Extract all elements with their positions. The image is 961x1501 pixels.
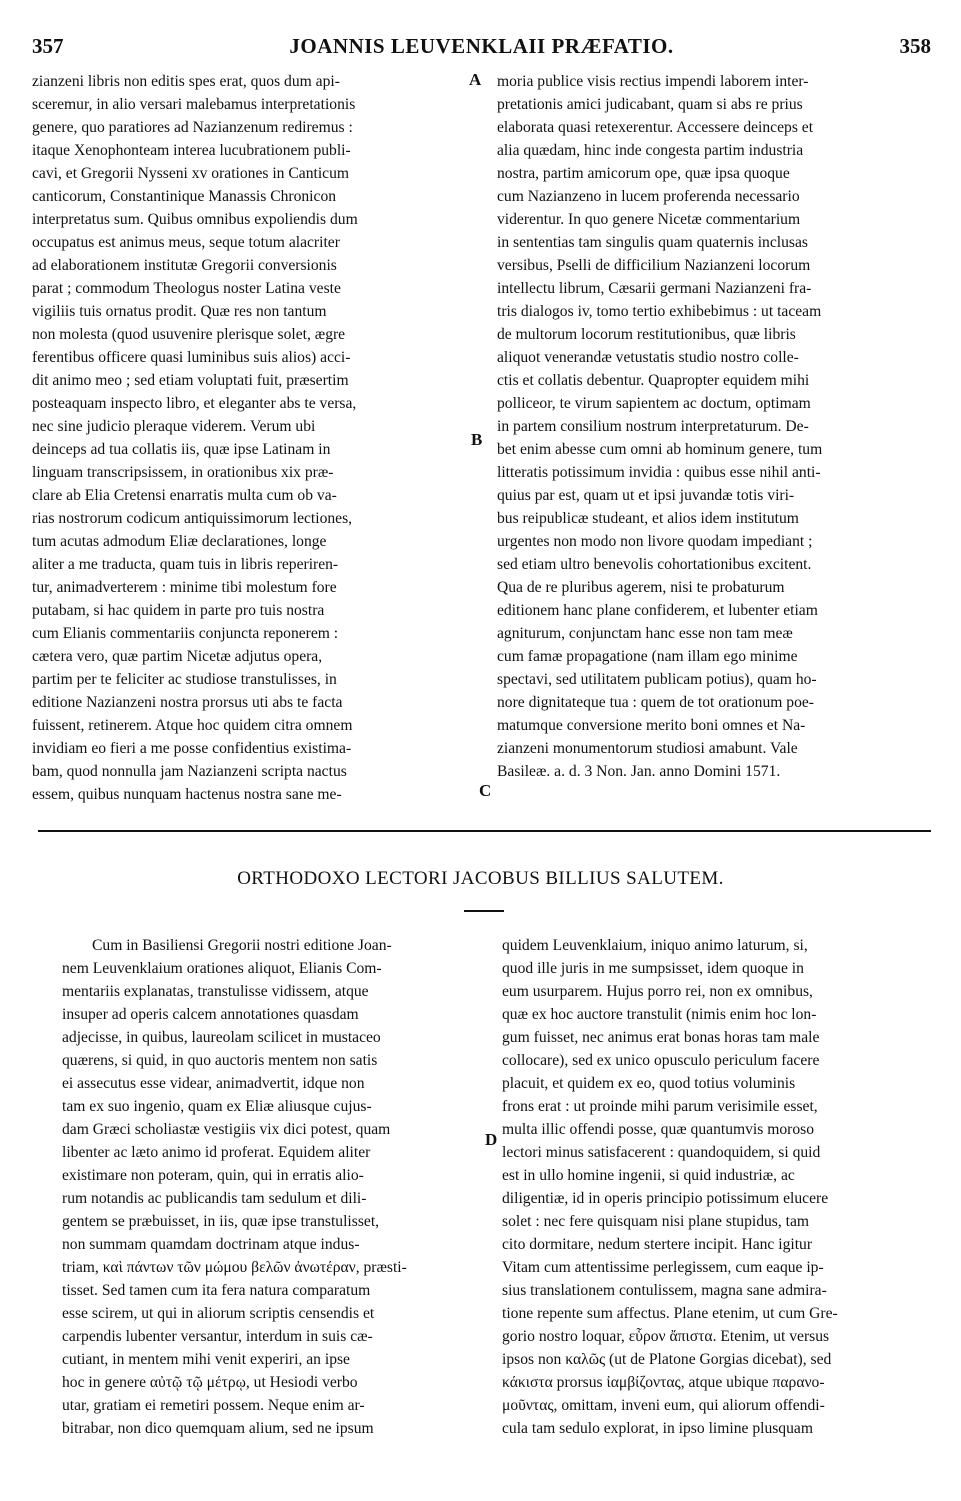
text-line: vigiliis tuis ornatus prodit. Quæ res non tantum (32, 303, 327, 320)
text-line: gorio nostro loquar, εὗρον ἄπιστα. Etenim, ut versus (502, 1328, 830, 1345)
text-line: Vitam cum attentissime perlegissem, cum eaque ip- (502, 1259, 824, 1276)
text-line: placuit, et quidem ex eo, quod totius voluminis (502, 1075, 796, 1092)
text-line: cito dormitare, nedum stertere incipit. Hanc igitur (502, 1236, 813, 1253)
text-line: non molesta (quod usuvenire plerisque solet, ægre (32, 326, 346, 343)
text-line: utar, gratiam ei remetiri possem. Neque enim ar- (62, 1397, 365, 1414)
text-line: agniturum, conjunctam hanc esse non tam meæ (497, 625, 793, 642)
column-b-text (497, 70, 923, 783)
text-line: cavi, et Gregorii Nysseni xv orationes in Canticum (32, 165, 349, 182)
text-line: editionem hanc plane confiderem, et lubenter etiam (497, 602, 818, 619)
text-line: nem Leuvenklaium orationes aliquot, Elianis Com- (62, 960, 382, 977)
text-line: parat ; commodum Theologus noster Latina veste (32, 280, 341, 297)
text-line: sius translationem contulissem, magna sane admira- (502, 1282, 827, 1299)
text-line: gentem se præbuisset, in iis, quæ ipse transtulisset, (62, 1213, 380, 1230)
text-line: itaque Xenophonteam interea lucubrationem publi- (32, 142, 351, 159)
text-line: interpretatus sum. Quibus omnibus expoliendis dum (32, 211, 358, 228)
text-line: quidem Leuvenklaium, iniquo animo laturum, si, (502, 937, 808, 954)
text-line: ctis et collatis debentur. Quapropter equidem mihi (497, 372, 810, 389)
text-line: tum acutas admodum Eliæ declarationes, longe (32, 533, 327, 550)
text-line: moria publice visis rectius impendi laborem inter- (497, 73, 809, 90)
column-c-text (62, 934, 483, 1440)
text-line: adjecisse, in quibus, laureolam scilicet in mustaceo (62, 1029, 381, 1046)
text-line: non summam quamdam doctrinam atque indus- (62, 1236, 360, 1253)
text-line: libenter ac læto animo id proferat. Equidem aliter (62, 1144, 371, 1161)
text-line: esse scirem, ut qui in aliorum scriptis censendis et (62, 1305, 375, 1322)
text-line: intellectu librum, Cæsarii germani Nazianzeni fra- (497, 280, 812, 297)
text-line: dit animo meo ; sed etiam voluptati fuit, præsertim (32, 372, 349, 389)
text-line: urgentes non modo non livore quodam impediant ; (497, 533, 813, 550)
text-line: putabam, si hac quidem in parte pro tuis nostra (32, 602, 325, 619)
margin-marker-b: B (471, 430, 483, 449)
text-line: μοῦντας, omittam, inveni eum, qui aliorum offendi- (502, 1397, 825, 1414)
text-line: alia quædam, hinc inde congesta partim industria (497, 142, 804, 159)
title-underline (464, 910, 504, 912)
text-line: in sententias tam singulis quam quaternis inclusas (497, 234, 808, 251)
text-line: versibus, Pselli de difficilium Nazianzeni locorum (497, 257, 811, 274)
text-line: quius par est, quam ut et ipsi juvandæ totis viri- (497, 487, 795, 504)
text-line: insuper ad operis calcem annotationes quasdam (62, 1006, 359, 1023)
text-line: cutiant, in mentem mihi venit experiri, an ipse (62, 1351, 350, 1368)
text-line: polliceor, te virum sapientem ac doctum, optimam (497, 395, 811, 412)
text-line: quæ ex hoc auctore transtulit (nimis enim hoc lon- (502, 1006, 817, 1023)
text-line: Basileæ. a. d. 3 Non. Jan. anno Domini 1571. (497, 763, 781, 780)
text-line: collocare), sed ex unico opusculo periculum facere (502, 1052, 820, 1069)
text-line: quod ille juris in me sumpsisset, idem quoque in (502, 960, 804, 977)
text-line: in partem consilium nostrum interpretaturum. De- (497, 418, 809, 435)
text-line: multa illic offendi posse, quæ quantumvis moroso (502, 1121, 814, 1138)
text-line: matumque conversione merito boni omnes et Na- (497, 717, 806, 734)
text-line: ferentibus officere quasi luminibus suis alios) acci- (32, 349, 351, 366)
text-line: Qua de re pluribus agerem, nisi te probaturum (497, 579, 785, 596)
text-line: cætera vero, quæ partim Nicetæ adjutus opera, (32, 648, 323, 665)
text-line: cum Nazianzeno in lucem proferenda necessario (497, 188, 800, 205)
text-line: clare ab Elia Cretensi enarratis multa cum ob va- (32, 487, 337, 504)
text-line: de multorum locorum restitutionibus, quæ libris (497, 326, 796, 343)
text-line: posteaquam inspecto libro, et eleganter abs te versa, (32, 395, 357, 412)
text-line: triam, καὶ πάντων τῶν μώμου βελῶν ἀνωτέραν, præsti- (62, 1259, 407, 1276)
text-line: sceremur, in alio versari malebamus interpretationis (32, 96, 356, 113)
text-line: canticorum, Constantinique Manassis Chronicon (32, 188, 337, 205)
text-line: tione repente sum affectus. Plane etenim, ut cum Gre- (502, 1305, 838, 1322)
text-line: sed etiam ultro benevolis cohortationibus excitent. (497, 556, 812, 573)
section-divider (38, 830, 931, 832)
text-line: aliter a me traducta, quam tuis in libris reperiren- (32, 556, 339, 573)
text-line: zianzeni libris non editis spes erat, quos dum api- (32, 73, 340, 90)
text-line: quærens, si quid, in quo auctoris mentem non satis (62, 1052, 378, 1069)
text-line: nore dignitateque tua : quem de tot orationum poe- (497, 694, 814, 711)
text-line: est in ullo homine ingenii, si quid industriæ, ac (502, 1167, 795, 1184)
page-number-right: 358 (899, 34, 931, 58)
text-line: gum fuisset, nec animus erat bonas horas tam male (502, 1029, 820, 1046)
page-number-left: 357 (32, 34, 64, 58)
section-title: ORTHODOXO LECTORI JACOBUS BILLIUS SALUTEM. (237, 868, 724, 889)
margin-marker-c: C (479, 781, 492, 800)
text-line: partim per te feliciter ac studiose transtulisses, in (32, 671, 337, 688)
text-line: tur, animadverterem : minime tibi molestum fore (32, 579, 337, 596)
text-line: solet : nec fere quisquam nisi plane stupidus, tam (502, 1213, 810, 1230)
text-line: lectori minus satisfacerent : quandoquidem, si quid (502, 1144, 821, 1161)
text-line: genere, quo paratiores ad Nazianzenum rediremus : (32, 119, 353, 136)
text-line: diligentiæ, id in operis principio potissimum elucere (502, 1190, 829, 1207)
text-line: tisset. Sed tamen cum ita fera natura comparatum (62, 1282, 371, 1299)
text-line: hoc in genere αὐτῷ τῷ μέτρῳ, ut Hesiodi verbo (62, 1374, 358, 1391)
text-line: aliquot venerandæ vetustatis studio nostro colle- (497, 349, 799, 366)
text-line: cum famæ propagatione (nam illam ego minime (497, 648, 798, 665)
text-line: bitrabar, non dico quemquam alium, sed ne ipsum (62, 1420, 374, 1437)
text-line: cula tam sedulo explorat, in ipso limine plusquam (502, 1420, 813, 1437)
text-line: existimare non poteram, quin, qui in erratis alio- (62, 1167, 364, 1184)
text-line: cum Elianis commentariis conjuncta reponerem : (32, 625, 339, 642)
text-line: litteratis potissimum invidia : quibus esse nihil anti- (497, 464, 821, 481)
text-line: elaborata quasi retexerentur. Accessere deinceps et (497, 119, 814, 136)
text-line: eum usurparem. Hujus porro rei, non ex omnibus, (502, 983, 813, 1000)
text-line: bet enim abesse cum omni ab hominum genere, tum (497, 441, 823, 458)
text-line: pretationis amici judicabant, quam si abs re prius (497, 96, 803, 113)
text-line: occupatus est animus meus, seque totum alacriter (32, 234, 340, 251)
text-line: viderentur. In quo genere Nicetæ commentarium (497, 211, 801, 228)
text-line: κάκιστα prorsus ἰαμβίζοντας, atque ubique παρανο- (502, 1374, 825, 1391)
text-line: nec sine judicio pleraque viderem. Verum ubi (32, 418, 316, 435)
text-line: nostra, partim amicorum ope, quæ ipsa quoque (497, 165, 790, 182)
margin-marker-a: A (469, 70, 482, 89)
text-line: carpendis lubenter versantur, interdum in suis cæ- (62, 1328, 373, 1345)
text-line: fuissent, retinerem. Atque hoc quidem citra omnem (32, 717, 353, 734)
text-line: editione Nazianzeni nostra prorsus uti abs te facta (32, 694, 343, 711)
text-line: ipsos non καλῶς (ut de Platone Gorgias dicebat), sed (502, 1351, 832, 1368)
text-line: tris dialogos iv, tomo tertio exhibebimus : ut taceam (497, 303, 822, 320)
text-line: spectavi, sed utilitatem publicam potius), quam ho- (497, 671, 817, 688)
running-title: JOANNIS LEUVENKLAII PRÆFATIO. (289, 34, 674, 58)
column-d-text (502, 934, 930, 1440)
margin-marker-d: D (485, 1130, 498, 1149)
text-line: rum notandis ac publicandis tam sedulum et dili- (62, 1190, 367, 1207)
running-header (32, 34, 931, 64)
text-line: ad elaborationem institutæ Gregorii conversionis (32, 257, 337, 274)
text-line: bam, quod nonnulla jam Nazianzeni scripta nactus (32, 763, 347, 780)
text-line: tam ex suo ingenio, quam ex Eliæ aliusque cujus- (62, 1098, 372, 1115)
column-a-text (32, 70, 468, 806)
text-line: invidiam eo fieri a me posse confidentius existima- (32, 740, 352, 757)
text-line: frons erat : ut proinde mihi parum verisimile esset, (502, 1098, 818, 1115)
text-line: bus reipublicæ studeant, et alios idem institutum (497, 510, 799, 527)
text-line: dam Græci scholiastæ vestigiis vix dici potest, quam (62, 1121, 391, 1138)
text-line: Cum in Basiliensi Gregorii nostri editione Joan- (92, 937, 392, 954)
text-line: essem, quibus nunquam hactenus nostra sane me- (32, 786, 342, 803)
text-line: mentariis explanatas, transtulisse vidissem, atque (62, 983, 369, 1000)
text-line: deinceps ad tua collatis iis, quæ ipse Latinam in (32, 441, 331, 458)
text-line: ei assecutus esse videar, animadvertit, idque non (62, 1075, 365, 1092)
text-line: rias nostrorum codicum antiquissimorum lectiones, (32, 510, 353, 527)
text-line: zianzeni monumentorum studiosi amabunt. Vale (497, 740, 798, 757)
text-line: linguam transcripsissem, in orationibus xix præ- (32, 464, 334, 481)
